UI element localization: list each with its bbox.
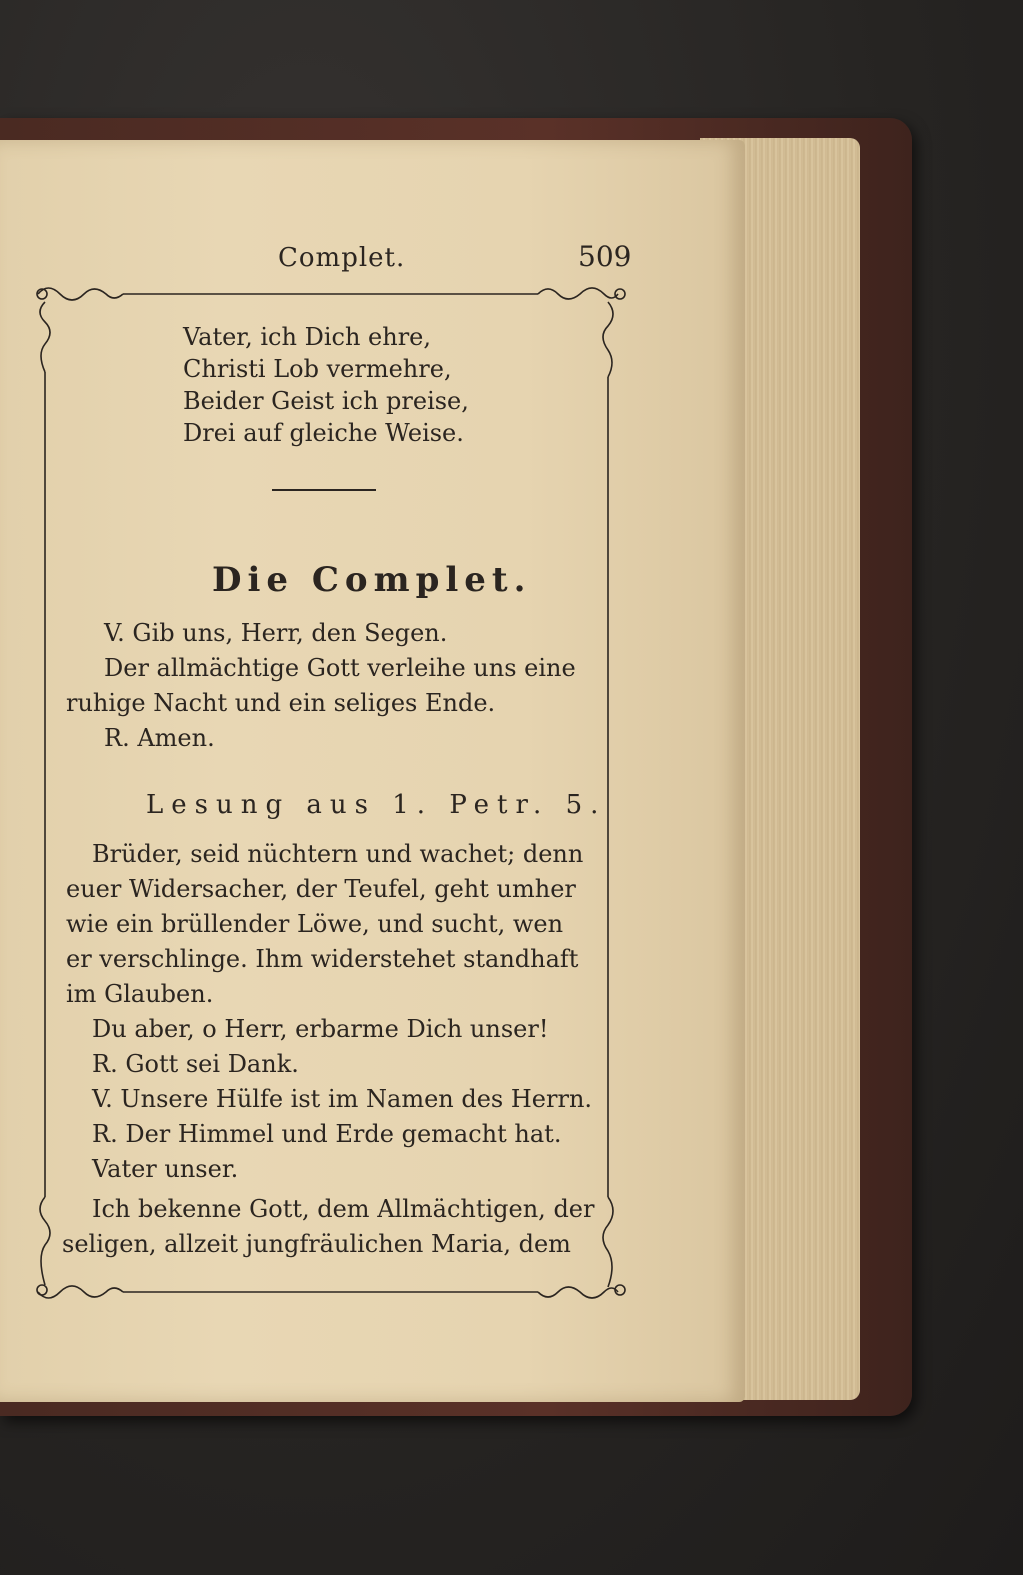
reading-line-2: euer Widersacher, der Teufel, geht umher <box>66 875 576 903</box>
reading-line-9: R. Der Himmel und Erde gemacht hat. <box>92 1120 562 1148</box>
reading-line-3: wie ein brüllender Löwe, und sucht, wen <box>66 910 564 938</box>
reading-line-12: seligen, allzeit jungfräulichen Maria, dem <box>62 1230 571 1258</box>
reading-line-6: Du aber, o Herr, erbarme Dich unser! <box>92 1015 549 1043</box>
hymn-line-1: Vater, ich Dich ehre, <box>183 323 431 351</box>
reading-line-8: V. Unsere Hülfe ist im Namen des Herrn. <box>92 1085 593 1113</box>
opening-line-3: ruhige Nacht und ein seliges Ende. <box>66 689 496 717</box>
hymn-line-4: Drei auf gleiche Weise. <box>183 419 464 447</box>
running-header: Complet. <box>278 243 406 273</box>
reading-line-4: er verschlinge. Ihm widerstehet standhaft <box>66 945 579 973</box>
opening-line-4: R. Amen. <box>104 724 215 752</box>
reading-line-5: im Glauben. <box>66 980 214 1008</box>
opening-line-1: V. Gib uns, Herr, den Segen. <box>104 619 448 647</box>
reading-line-7: R. Gott sei Dank. <box>92 1050 299 1078</box>
reading-line-1: Brüder, seid nüchtern und wachet; denn <box>92 840 584 868</box>
opening-line-2: Der allmächtige Gott verleihe uns eine <box>104 654 576 682</box>
reading-line-11: Ich bekenne Gott, dem Allmächtigen, der <box>92 1195 595 1223</box>
reading-line-10: Vater unser. <box>92 1155 239 1183</box>
hymn-line-3: Beider Geist ich preise, <box>183 387 469 415</box>
page-number: 509 <box>578 240 632 273</box>
hymn-line-2: Christi Lob vermehre, <box>183 355 452 383</box>
section-title: Die Complet. <box>212 560 532 600</box>
section-divider <box>272 489 376 491</box>
reading-title: Lesung aus 1. Petr. 5. <box>146 790 607 820</box>
